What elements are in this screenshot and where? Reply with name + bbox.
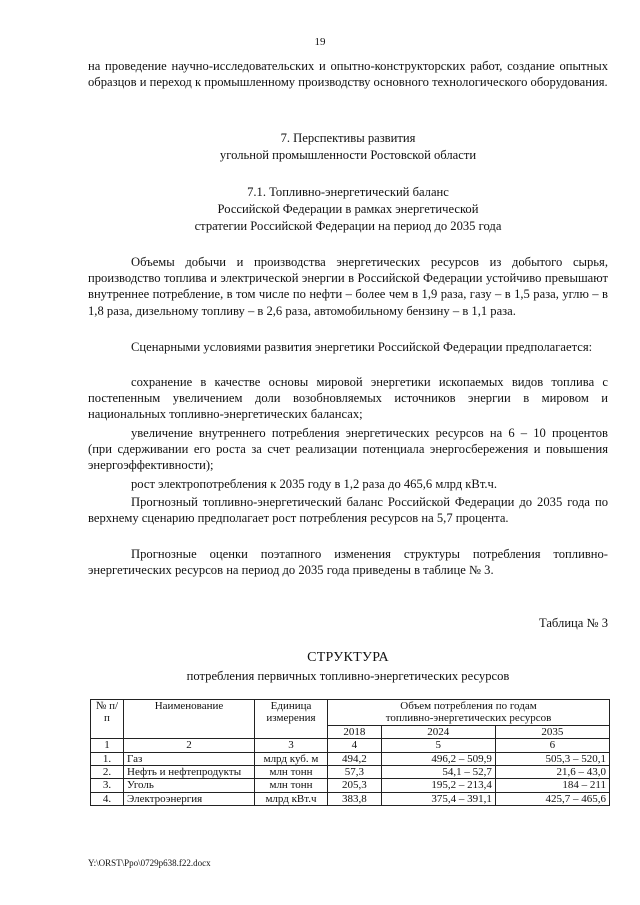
header-volume xyxy=(328,700,610,726)
column-number: 4 xyxy=(328,739,382,752)
row-value-2024: 496,2 – 509,9 xyxy=(381,752,495,765)
header-num: № п/п xyxy=(91,700,124,739)
row-value-2024: 54,1 – 52,7 xyxy=(381,766,495,779)
page-number: 19 xyxy=(314,36,326,48)
intro-paragraph: на проведение научно-исследовательских и опытно-конструкторских работ, создание опытных образцов и переход к промышленному производству основного технологического оборудования. xyxy=(88,59,608,90)
header-year: 2024 xyxy=(381,725,495,738)
header-unit: Единица измерения xyxy=(255,700,328,739)
table-subtitle: потребления первичных топливно-энергетических ресурсов xyxy=(186,669,510,683)
table-row xyxy=(91,792,610,805)
table-row xyxy=(91,766,610,779)
column-number: 3 xyxy=(255,739,328,752)
row-value-2024: 195,2 – 213,4 xyxy=(381,779,495,792)
table-column-numbers-row xyxy=(91,739,610,752)
section-heading-line2: угольной промышленности Ростовской области xyxy=(219,148,477,162)
header-name: Наименование xyxy=(124,700,255,739)
row-value-2018: 57,3 xyxy=(328,766,382,779)
header-year: 2035 xyxy=(495,725,609,738)
body-paragraph: Прогнозный топливно-энергетический баланс Российской Федерации до 2035 года по верхнему сценарию предполагает рост потребления ресурсов на 5,7 процента. xyxy=(88,495,608,526)
row-name: Уголь xyxy=(124,779,255,792)
row-value-2018: 205,3 xyxy=(328,779,382,792)
row-num: 2. xyxy=(91,766,124,779)
body-paragraph: Прогнозные оценки поэтапного изменения структуры потребления топливно-энергетических ресурсов на период до 2035 года приведены в таблице № 3. xyxy=(88,547,608,578)
table-header-row xyxy=(91,700,610,726)
header-year: 2018 xyxy=(328,725,382,738)
subsection-heading-line2: Российской Федерации в рамках энергетической xyxy=(217,202,479,216)
row-value-2035: 21,6 – 43,0 xyxy=(495,766,609,779)
row-num: 1. xyxy=(91,752,124,765)
body-paragraph: рост электропотребления к 2035 году в 1,2 раза до 465,6 млрд кВт.ч. xyxy=(131,477,498,491)
table-label: Таблица № 3 xyxy=(538,616,608,630)
column-number: 5 xyxy=(381,739,495,752)
row-value-2018: 494,2 xyxy=(328,752,382,765)
header-volume-line2: топливно-энергетических ресурсов xyxy=(385,712,552,725)
body-paragraph: Сценарными условиями развития энергетики Российской Федерации предполагается: xyxy=(131,340,593,354)
body-paragraph: Объемы добычи и производства энергетических ресурсов из добытого сырья, производство топлива и электрической энергии в Российской Федерации устойчиво превышают внутреннее потребление, в том числе по нефти – более чем в 1,9 раза, газу – в 1,5 раза, углю – в 1,8 раза, дизельному топливу – в 2,6 раза, автомобильному бензину – в 1,1 раза. xyxy=(88,255,608,318)
column-number: 6 xyxy=(495,739,609,752)
row-name: Электроэнергия xyxy=(124,792,255,805)
body-paragraph: увеличение внутреннего потребления энергетических ресурсов на 6 – 10 процентов (при сдерживании его роста за счет реализации потенциала энергосбережения и повышения энергоэффективности); xyxy=(88,426,608,473)
row-value-2018: 383,8 xyxy=(328,792,382,805)
row-name: Нефть и нефтепродукты xyxy=(124,766,255,779)
row-value-2035: 425,7 – 465,6 xyxy=(495,792,609,805)
table-row xyxy=(91,779,610,792)
row-value-2035: 505,3 – 520,1 xyxy=(495,752,609,765)
header-volume-line1: Объем потребления по годам xyxy=(400,700,537,712)
row-unit: млн тонн xyxy=(255,779,328,792)
subsection-heading-line3: стратегии Российской Федерации на период до 2035 года xyxy=(194,219,502,233)
row-value-2035: 184 – 211 xyxy=(495,779,609,792)
body-paragraph: сохранение в качестве основы мировой энергетики ископаемых видов топлива с постепенным увеличением доли возобновляемых источников энергии в мировом и национальных топливно-энергетических балансах; xyxy=(88,375,608,422)
row-unit: млрд куб. м xyxy=(255,752,328,765)
row-value-2024: 375,4 – 391,1 xyxy=(381,792,495,805)
table-row xyxy=(91,752,610,765)
column-number: 2 xyxy=(124,739,255,752)
footer-file-path: Y:\ORST\Ppo\0729p638.f22.docx xyxy=(88,858,211,868)
row-unit: млрд кВт.ч xyxy=(255,792,328,805)
row-name: Газ xyxy=(124,752,255,765)
section-heading-line1: 7. Перспективы развития xyxy=(280,131,416,145)
table-title: СТРУКТУРА xyxy=(307,650,389,665)
subsection-heading-line1: 7.1. Топливно-энергетический баланс xyxy=(247,185,449,199)
consumption-table xyxy=(90,699,610,806)
row-unit: млн тонн xyxy=(255,766,328,779)
row-num: 3. xyxy=(91,779,124,792)
row-num: 4. xyxy=(91,792,124,805)
column-number: 1 xyxy=(91,739,124,752)
